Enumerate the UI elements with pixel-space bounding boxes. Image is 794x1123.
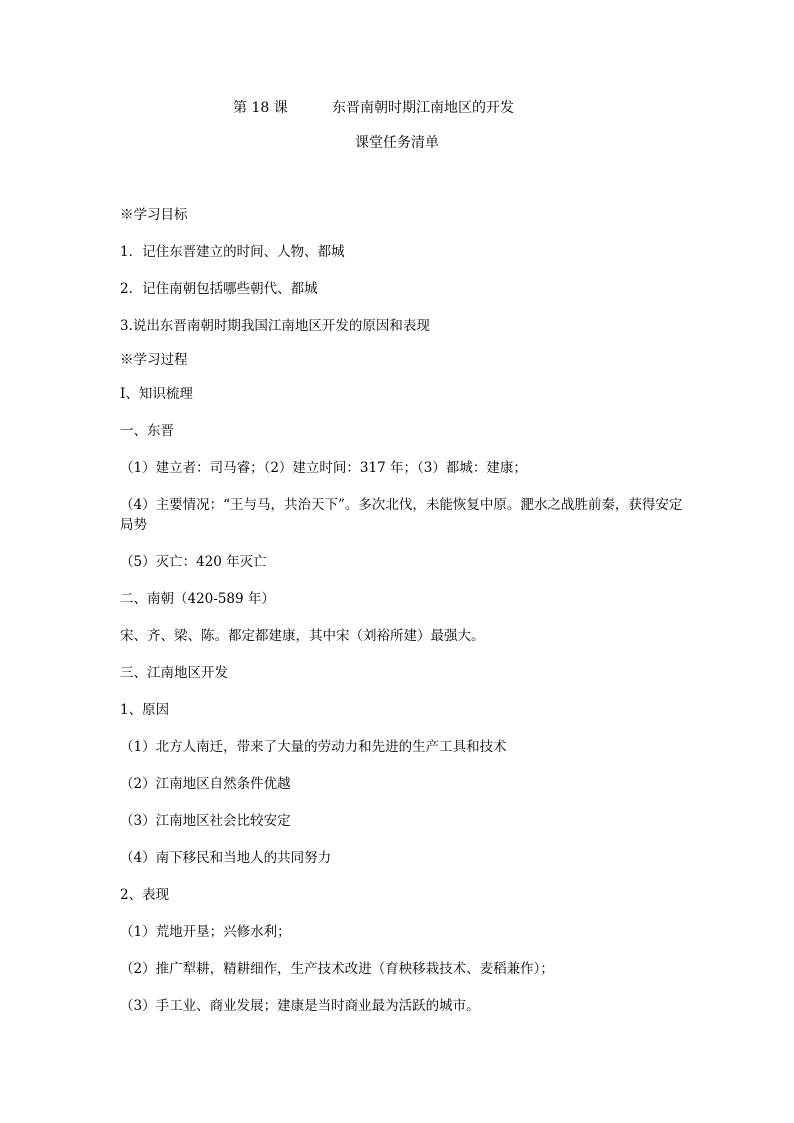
performance-item: （1）荒地开垦；兴修水利；	[120, 924, 291, 940]
performance-item: （2）推广犁耕，精耕细作，生产技术改进（育秧移栽技术、麦稻兼作）；	[120, 961, 554, 977]
part-heading: Ⅰ、知识梳理	[120, 386, 193, 402]
section-line: （1）建立者：司马睿；（2）建立时间：317 年；（3）都城：建康；	[120, 460, 527, 476]
objective-item: 1．记住东晋建立的时间、人物、都城	[120, 244, 345, 260]
reason-item: （4）南下移民和当地人的共同努力	[120, 850, 332, 866]
subheading-reason: 1、原因	[120, 702, 170, 718]
section-heading-southern-dynasties: 二、南朝（420-589 年）	[120, 591, 275, 607]
objectives-heading: ※学习目标	[120, 207, 188, 223]
document-subtitle: 课堂任务清单	[355, 135, 439, 151]
section-line: 宋、齐、梁、陈。都定都建康，其中宋（刘裕所建）最强大。	[120, 628, 485, 644]
section-heading-jiangnan: 三、江南地区开发	[120, 665, 228, 681]
reason-item: （1）北方人南迁，带来了大量的劳动力和先进的生产工具和技术	[120, 739, 507, 755]
objective-item: 2．记住南朝包括哪些朝代、都城	[120, 281, 318, 297]
document-body	[120, 205, 685, 1033]
section-line: （4）主要情况：“王与马，共治天下”。多次北伐，未能恢复中原。淝水之战胜前秦，获得安定局势	[120, 497, 683, 533]
reason-item: （3）江南地区社会比较安定	[120, 813, 291, 829]
lesson-title: 东晋南朝时期江南地区的开发	[332, 100, 514, 116]
section-line: （5）灭亡：420 年灭亡	[120, 554, 267, 570]
reason-item: （2）江南地区自然条件优越	[120, 776, 291, 792]
objective-item: 3.说出东晋南朝时期我国江南地区开发的原因和表现	[120, 318, 430, 334]
process-heading: ※学习过程	[120, 352, 188, 368]
performance-item: （3）手工业、商业发展；建康是当时商业最为活跃的城市。	[120, 998, 480, 1014]
section-heading-eastern-jin: 一、东晋	[120, 423, 174, 439]
subheading-performance: 2、表现	[120, 887, 170, 903]
lesson-number: 第 18 课	[233, 100, 288, 116]
